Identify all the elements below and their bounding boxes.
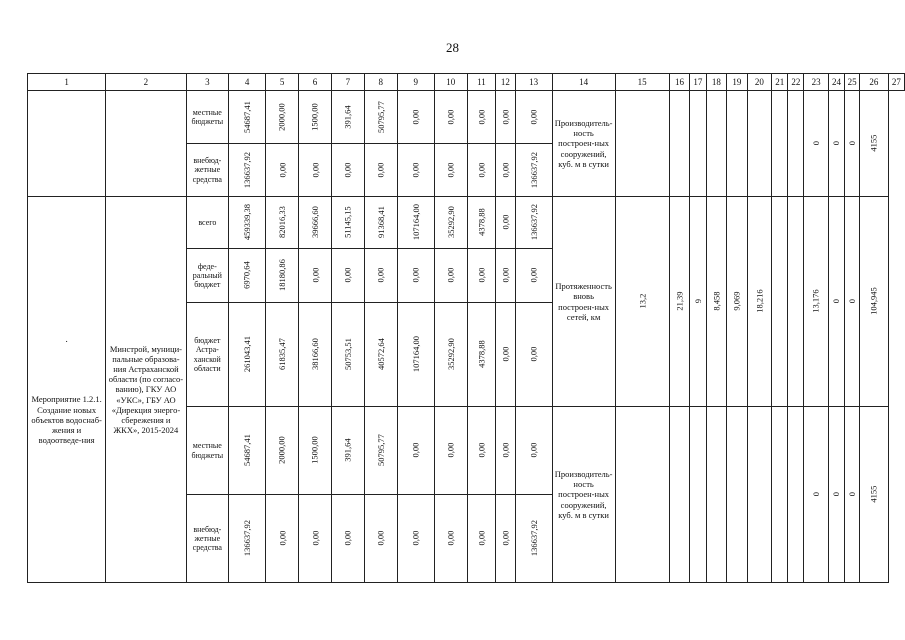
value-cell: 0,00 bbox=[434, 495, 467, 583]
value-cell: 136637,92 bbox=[229, 144, 266, 197]
column-header: 26 bbox=[860, 74, 889, 91]
value-cell: 1500,00 bbox=[299, 91, 332, 144]
target-cell: 21,39 bbox=[669, 197, 690, 407]
value-cell: 0,00 bbox=[331, 495, 364, 583]
column-header: 17 bbox=[690, 74, 706, 91]
column-header: 2 bbox=[106, 74, 186, 91]
column-header: 21 bbox=[772, 74, 788, 91]
value-cell: 0,00 bbox=[331, 144, 364, 197]
value-cell: 0,00 bbox=[496, 249, 515, 303]
funding-label: внебюд-жетные средства bbox=[186, 144, 228, 197]
column-header: 12 bbox=[496, 74, 515, 91]
target-cell: 0 bbox=[845, 91, 860, 197]
funding-label: внебюд-жетные средства bbox=[186, 495, 228, 583]
value-cell: 0,00 bbox=[515, 91, 552, 144]
value-cell: 0,00 bbox=[397, 144, 434, 197]
column-header: 23 bbox=[804, 74, 828, 91]
target-cell bbox=[747, 407, 771, 583]
empty-cell bbox=[106, 91, 186, 197]
table-row bbox=[28, 91, 905, 144]
column-header: 4 bbox=[229, 74, 266, 91]
value-cell: 0,00 bbox=[467, 144, 496, 197]
target-cell: 9 bbox=[690, 197, 706, 407]
value-cell: 136637,92 bbox=[229, 495, 266, 583]
indicator-name: Производитель-ность построен-ных сооружений, куб. м в сутки bbox=[552, 91, 615, 197]
column-header: 18 bbox=[706, 74, 727, 91]
value-cell: 0,00 bbox=[434, 91, 467, 144]
value-cell: 51145,15 bbox=[331, 197, 364, 249]
funding-label: бюджет Астра-ханской области bbox=[186, 303, 228, 407]
column-header: 14 bbox=[552, 74, 615, 91]
value-cell: 35292,90 bbox=[434, 303, 467, 407]
value-cell: 0,00 bbox=[434, 407, 467, 495]
column-header: 3 bbox=[186, 74, 228, 91]
value-cell: 0,00 bbox=[434, 144, 467, 197]
value-cell: 18180,86 bbox=[266, 249, 299, 303]
target-cell bbox=[615, 91, 669, 197]
column-header: 15 bbox=[615, 74, 669, 91]
stray-mark: . bbox=[65, 333, 68, 344]
column-header: 6 bbox=[299, 74, 332, 91]
target-cell: 0 bbox=[828, 91, 844, 197]
value-cell: 0,00 bbox=[364, 144, 397, 197]
value-cell: 0,00 bbox=[515, 303, 552, 407]
value-cell: 0,00 bbox=[467, 91, 496, 144]
measure-name bbox=[28, 197, 106, 583]
value-cell: 91368,41 bbox=[364, 197, 397, 249]
target-cell bbox=[788, 197, 804, 407]
header-row bbox=[28, 74, 905, 91]
target-cell: 0 bbox=[804, 91, 828, 197]
value-cell: 0,00 bbox=[515, 249, 552, 303]
value-cell: 0,00 bbox=[397, 91, 434, 144]
value-cell: 107164,00 bbox=[397, 197, 434, 249]
indicator-name: Производитель-ность построен-ных сооружений, куб. м в сутки bbox=[552, 407, 615, 583]
target-cell: 9,069 bbox=[727, 197, 748, 407]
column-header: 19 bbox=[727, 74, 748, 91]
column-header: 9 bbox=[397, 74, 434, 91]
value-cell: 61835,47 bbox=[266, 303, 299, 407]
funding-label: местные бюджеты bbox=[186, 407, 228, 495]
value-cell: 0,00 bbox=[434, 249, 467, 303]
column-header: 16 bbox=[669, 74, 690, 91]
indicator-name: Протяженность вновь построен-ных сетей, км bbox=[552, 197, 615, 407]
value-cell: 0,00 bbox=[331, 249, 364, 303]
value-cell: 0,00 bbox=[397, 407, 434, 495]
value-cell: 0,00 bbox=[467, 407, 496, 495]
value-cell: 0,00 bbox=[266, 144, 299, 197]
column-header: 5 bbox=[266, 74, 299, 91]
funding-label: местные бюджеты bbox=[186, 91, 228, 144]
value-cell: 0,00 bbox=[496, 144, 515, 197]
target-cell: 18,216 bbox=[747, 197, 771, 407]
value-cell: 50753,51 bbox=[331, 303, 364, 407]
target-cell: 0 bbox=[804, 407, 828, 583]
target-cell bbox=[669, 91, 690, 197]
column-header: 22 bbox=[788, 74, 804, 91]
value-cell: 0,00 bbox=[299, 144, 332, 197]
column-header: 25 bbox=[845, 74, 860, 91]
value-cell: 136637,92 bbox=[515, 495, 552, 583]
value-cell: 0,00 bbox=[299, 249, 332, 303]
value-cell: 50795,77 bbox=[364, 407, 397, 495]
value-cell: 0,00 bbox=[496, 303, 515, 407]
target-cell bbox=[727, 407, 748, 583]
target-cell: 4155 bbox=[860, 407, 889, 583]
target-cell: 0 bbox=[828, 197, 844, 407]
target-cell bbox=[615, 407, 669, 583]
target-cell bbox=[727, 91, 748, 197]
program-table bbox=[27, 73, 905, 583]
value-cell: 1500,00 bbox=[299, 407, 332, 495]
value-cell: 391,64 bbox=[331, 407, 364, 495]
value-cell: 0,00 bbox=[467, 495, 496, 583]
value-cell: 107164,00 bbox=[397, 303, 434, 407]
target-cell: 4155 bbox=[860, 91, 889, 197]
target-cell: 104,945 bbox=[860, 197, 889, 407]
value-cell: 50795,77 bbox=[364, 91, 397, 144]
target-cell bbox=[669, 407, 690, 583]
target-cell bbox=[690, 407, 706, 583]
column-header: 27 bbox=[888, 74, 904, 91]
target-cell bbox=[706, 91, 727, 197]
target-cell bbox=[788, 407, 804, 583]
value-cell: 136637,92 bbox=[515, 144, 552, 197]
value-cell: 0,00 bbox=[364, 249, 397, 303]
value-cell: 54687,41 bbox=[229, 91, 266, 144]
target-cell: 13,176 bbox=[804, 197, 828, 407]
value-cell: 0,00 bbox=[496, 407, 515, 495]
value-cell: 2000,00 bbox=[266, 407, 299, 495]
measure-title: Мероприятие 1.2.1. Создание новых объектов водоснаб-жения и водоотведе-ния bbox=[31, 394, 102, 446]
target-cell: 13,2 bbox=[615, 197, 669, 407]
column-header: 10 bbox=[434, 74, 467, 91]
empty-cell bbox=[28, 91, 106, 197]
value-cell: 0,00 bbox=[515, 407, 552, 495]
funding-label: всего bbox=[186, 197, 228, 249]
measure-executor: Минстрой, муници-пальные образова-ния Астраханской области (по согласо-ванию), ГКУ АО «УКС», ГБУ АО «Дирекция энерго-сбережения и ЖКХ», 2015-2024 bbox=[106, 197, 186, 583]
value-cell: 0,00 bbox=[397, 495, 434, 583]
target-cell bbox=[788, 91, 804, 197]
target-cell bbox=[772, 407, 788, 583]
target-cell: 0 bbox=[845, 407, 860, 583]
value-cell: 2000,00 bbox=[266, 91, 299, 144]
target-cell bbox=[772, 91, 788, 197]
column-header: 24 bbox=[828, 74, 844, 91]
value-cell: 6970,64 bbox=[229, 249, 266, 303]
value-cell: 459339,38 bbox=[229, 197, 266, 249]
table-row bbox=[28, 197, 905, 249]
value-cell: 0,00 bbox=[496, 495, 515, 583]
value-cell: 0,00 bbox=[496, 197, 515, 249]
target-cell: 8,458 bbox=[706, 197, 727, 407]
page-number: 28 bbox=[446, 40, 459, 55]
value-cell: 39666,60 bbox=[299, 197, 332, 249]
value-cell: 40572,64 bbox=[364, 303, 397, 407]
funding-label: феде-ральный бюджет bbox=[186, 249, 228, 303]
value-cell: 0,00 bbox=[299, 495, 332, 583]
column-header: 1 bbox=[28, 74, 106, 91]
target-cell bbox=[772, 197, 788, 407]
value-cell: 0,00 bbox=[397, 249, 434, 303]
value-cell: 54687,41 bbox=[229, 407, 266, 495]
value-cell: 261043,41 bbox=[229, 303, 266, 407]
value-cell: 35292,90 bbox=[434, 197, 467, 249]
value-cell: 0,00 bbox=[496, 91, 515, 144]
column-header: 13 bbox=[515, 74, 552, 91]
column-header: 7 bbox=[331, 74, 364, 91]
column-header: 8 bbox=[364, 74, 397, 91]
value-cell: 38166,60 bbox=[299, 303, 332, 407]
target-cell: 0 bbox=[845, 197, 860, 407]
target-cell bbox=[706, 407, 727, 583]
value-cell: 0,00 bbox=[266, 495, 299, 583]
value-cell: 391,64 bbox=[331, 91, 364, 144]
value-cell: 0,00 bbox=[467, 249, 496, 303]
value-cell: 4378,88 bbox=[467, 197, 496, 249]
value-cell: 4378,88 bbox=[467, 303, 496, 407]
value-cell: 136637,92 bbox=[515, 197, 552, 249]
column-header: 11 bbox=[467, 74, 496, 91]
target-cell: 0 bbox=[828, 407, 844, 583]
value-cell: 82016,33 bbox=[266, 197, 299, 249]
target-cell bbox=[690, 91, 706, 197]
target-cell bbox=[747, 91, 771, 197]
column-header: 20 bbox=[747, 74, 771, 91]
value-cell: 0,00 bbox=[364, 495, 397, 583]
